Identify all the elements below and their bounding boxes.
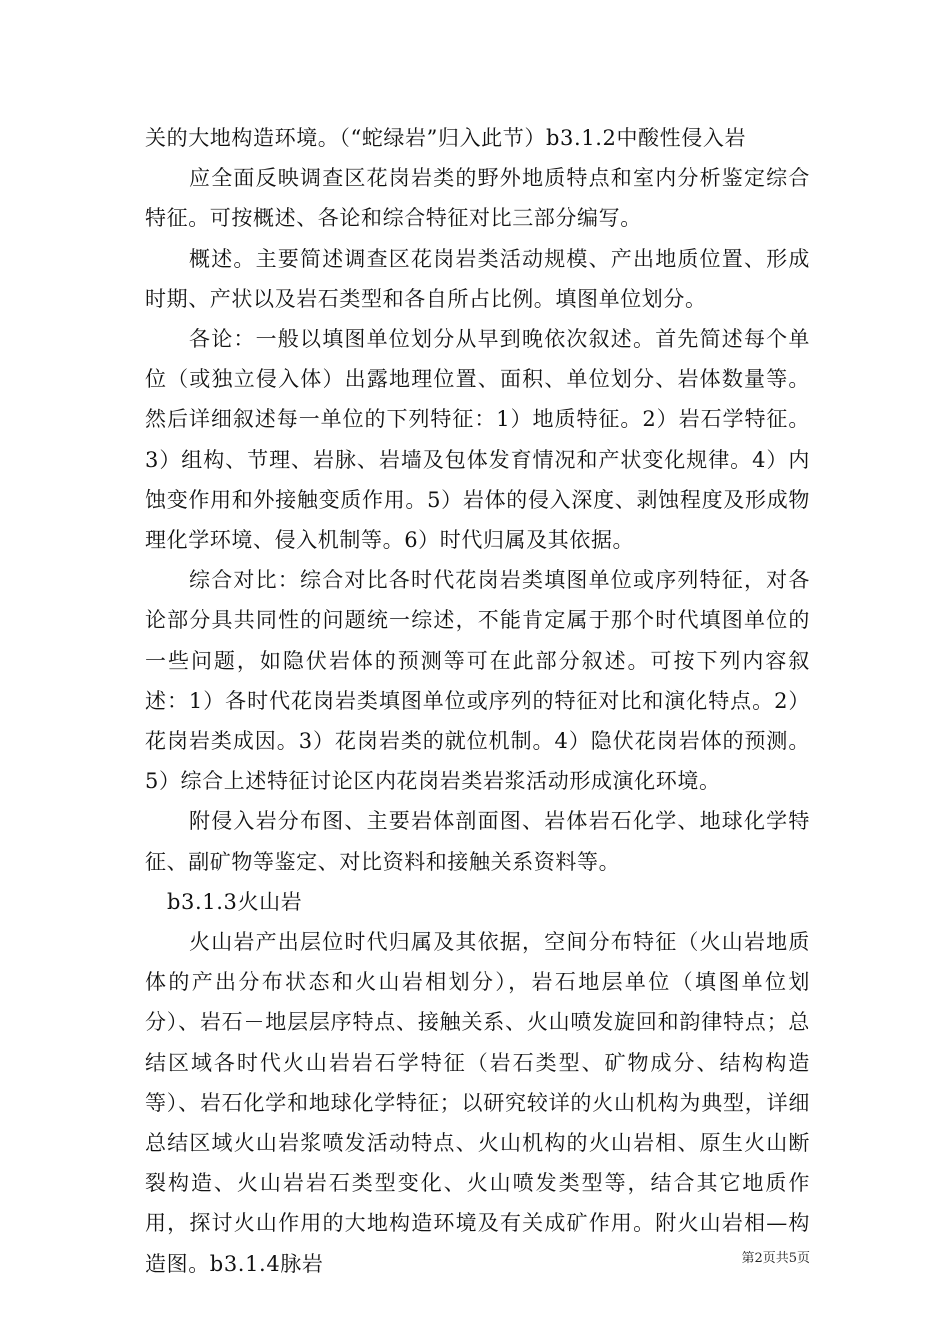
paragraph-4: 各论：一般以填图单位划分从早到晚依次叙述。首先简述每个单位（或独立侵入体）出露地理位置、面积、单位划分、岩体数量等。然后详细叙述每一单位的下列特征：1）地质特征。2）岩石学特征。3）组构、节理、岩脉、岩墙及包体发育情况和产状变化规律。4）内蚀变作用和外接触变质作用。5）岩体的侵入深度、剥蚀程度及形成物理化学环境、侵入机制等。6）时代归属及其依据。 [145,327,810,553]
section-heading-volcanic-rock: b3.1.3火山岩 [167,889,303,914]
paragraph-6: 附侵入岩分布图、主要岩体剖面图、岩体岩石化学、地球化学特征、副矿物等鉴定、对比资料和接触关系资料等。 [145,809,810,874]
paragraph-5: 综合对比：综合对比各时代花岗岩类填图单位或序列特征，对各论部分具共同性的问题统一综述，不能肯定属于那个时代填图单位的一些问题，如隐伏岩体的预测等可在此部分叙述。可按下列内容叙述：1）各时代花岗岩类填图单位或序列的特征对比和演化特点。2）花岗岩类成因。3）花岗岩类的就位机制。4）隐伏花岗岩体的预测。5）综合上述特征讨论区内花岗岩类岩浆活动形成演化环境。 [145,568,810,794]
paragraph-3: 概述。主要简述调查区花岗岩类活动规模、产出地质位置、形成时期、产状以及岩石类型和各自所占比例。填图单位划分。 [145,246,810,311]
document-body [145,118,810,1284]
paragraph-7: 火山岩产出层位时代归属及其依据，空间分布特征（火山岩地质体的产出分布状态和火山岩相划分），岩石地层单位（填图单位划分）、岩石－地层层序特点、接触关系、火山喷发旋回和韵律特点；总结区域各时代火山岩岩石学特征（岩石类型、矿物成分、结构构造等）、岩石化学和地球化学特征；以研究较详的火山机构为典型，详细总结区域火山岩浆喷发活动特点、火山机构的火山岩相、原生火山断裂构造、火山岩岩石类型变化、火山喷发类型等，结合其它地质作用，探讨火山作用的大地构造环境及有关成矿作用。附火山岩相—构造图。b3.1.4脉岩 [145,930,810,1276]
paragraph-1: 关的大地构造环境。（“蛇绿岩”归入此节）b3.1.2中酸性侵入岩 [145,126,747,150]
page-number-footer: 第2页共5页 [741,1251,810,1266]
paragraph-2: 应全面反映调查区花岗岩类的野外地质特点和室内分析鉴定综合特征。可按概述、各论和综合特征对比三部分编写。 [145,166,810,231]
